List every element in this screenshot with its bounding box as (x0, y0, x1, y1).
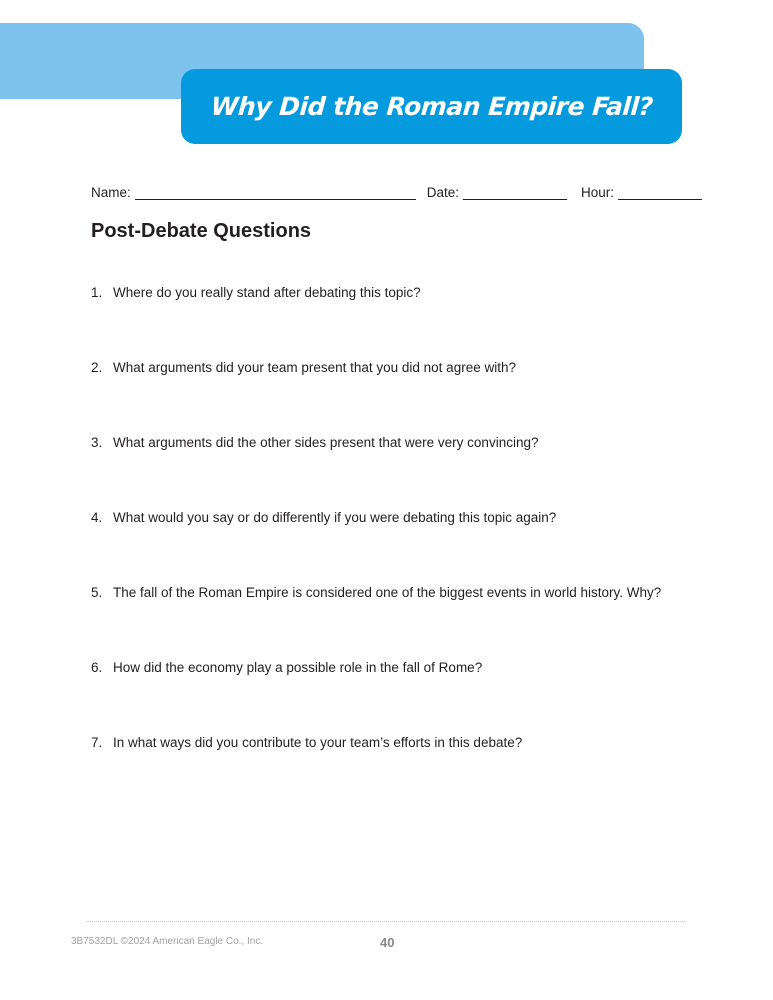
question-number: 2. (91, 360, 103, 375)
question-number: 7. (91, 735, 103, 750)
student-info-line (91, 180, 703, 200)
question-number: 5. (91, 585, 103, 600)
question-text: How did the economy play a possible role in the fall of Rome? (113, 660, 483, 675)
question-item (91, 285, 731, 360)
footer-divider (87, 921, 685, 922)
question-text: What arguments did the other sides present that were very convincing? (113, 435, 539, 450)
question-list (91, 285, 731, 810)
date-label: Date: (426, 185, 460, 200)
question-text: What arguments did your team present that you did not agree with? (113, 360, 516, 375)
date-field (427, 185, 567, 200)
question-item (91, 585, 731, 660)
name-label: Name: (91, 185, 131, 200)
question-number: 1. (91, 285, 103, 300)
question-item (91, 660, 731, 735)
page-number: 40 (380, 935, 395, 950)
question-text: Where do you really stand after debating this topic? (113, 285, 421, 300)
question-number: 4. (91, 510, 103, 525)
question-item (91, 510, 731, 585)
date-blank[interactable] (463, 185, 567, 200)
question-number: 3. (91, 435, 103, 450)
footer-copyright: 3B7532DL ©2024 American Eagle Co., Inc. (71, 936, 264, 947)
question-number: 6. (91, 660, 103, 675)
hour-label: Hour: (581, 185, 615, 200)
question-item (91, 360, 731, 435)
name-blank[interactable] (135, 185, 416, 200)
title-banner (181, 69, 682, 144)
hour-blank[interactable] (618, 185, 702, 200)
question-text: What would you say or do differently if you were debating this topic again? (113, 510, 557, 525)
name-field (91, 185, 416, 200)
question-item (91, 435, 731, 510)
hour-field (581, 185, 702, 200)
page-title: Why Did the Roman Empire Fall? (209, 92, 654, 121)
section-heading: Post-Debate Questions (91, 220, 312, 242)
question-text: The fall of the Roman Empire is considered one of the biggest events in world history. Why? (113, 585, 662, 600)
question-text: In what ways did you contribute to your team’s efforts in this debate? (113, 735, 523, 750)
question-item (91, 735, 731, 810)
